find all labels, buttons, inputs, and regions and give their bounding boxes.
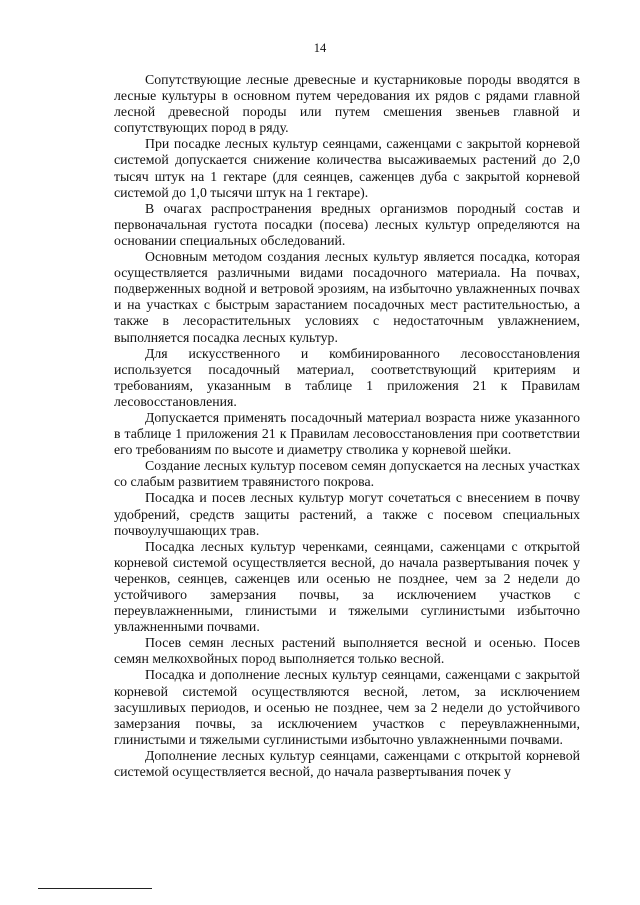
page-number: 14 [313, 41, 327, 55]
document-body [114, 72, 580, 780]
paragraph-10: Посев семян лесных растений выполняется весной и осенью. Посев семян мелкохвойных пород выполняется только весной. [114, 635, 580, 667]
footer-rule [38, 888, 152, 889]
paragraph-8: Посадка и посев лесных культур могут сочетаться с внесением в почву удобрений, средств защиты растений, а также с посевом специальных почвоулучшающих трав. [114, 490, 580, 538]
paragraph-7: Создание лесных культур посевом семян допускается на лесных участках со слабым развитием травянистого покрова. [114, 458, 580, 490]
paragraph-5: Для искусственного и комбинированного лесовосстановления используется посадочный материал, соответствующий критериям и требованиям, указанным в таблице 1 приложения 21 к Правилам лесовосстановления. [114, 345, 580, 409]
paragraph-6: Допускается применять посадочный материал возраста ниже указанного в таблице 1 приложения 21 к Правилам лесовосстановления при соответствии его требованиям по высоте и диаметру стволика у корневой шейки. [114, 409, 580, 458]
paragraph-1: Сопутствующие лесные древесные и кустарниковые породы вводятся в лесные культуры в основном путем чередования их рядов с рядами главной лесной древесной породы или путем смешения звеньев главной и сопутствующих пород в ряду. [114, 72, 580, 136]
paragraph-9: Посадка лесных культур черенками, сеянцами, саженцами с открытой корневой системой осуществляется весной, до начала развертывания почек у черенков, сеянцев, саженцев или осенью не позднее, чем за 2 недели до устойчивого замерзания почвы, за исключением участков с переувлажненными, глинистыми и тяжелыми суглинистыми избыточно увлажненными почвами. [114, 538, 580, 635]
paragraph-12: Дополнение лесных культур сеянцами, саженцами с открытой корневой системой осуществляется весной, до начала развертывания почек у [114, 747, 580, 780]
paragraph-11: Посадка и дополнение лесных культур сеянцами, саженцами с закрытой корневой системой осуществляются весной, летом, за исключением засушливых периодов, и осенью не позднее, чем за 2 недели до устойчивого замерзания почвы, за исключением участков с переувлажненными, глинистыми и тяжелыми суглинистыми избыточно увлажненными почвами. [114, 667, 580, 747]
paragraph-2: При посадке лесных культур сеянцами, саженцами с закрытой корневой системой допускается снижение количества высаживаемых растений до 2,0 тысяч штук на 1 гектаре (для сеянцев, саженцев дуба с закрытой корневой системой до 1,0 тысячи штук на 1 гектаре). [114, 136, 580, 200]
paragraph-3: В очагах распространения вредных организмов породный состав и первоначальная густота посадки (посева) лесных культур определяются на основании специальных обследований. [114, 200, 580, 248]
paragraph-4: Основным методом создания лесных культур является посадка, которая осуществляется различными видами посадочного материала. На почвах, подверженных водной и ветровой эрозиям, на избыточно увлажненных почвах и на участках с быстрым зарастанием посадочных мест растительностью, а также в лесорастительных условиях с недостаточным увлажнением, выполняется посадка лесных культур. [114, 249, 580, 345]
